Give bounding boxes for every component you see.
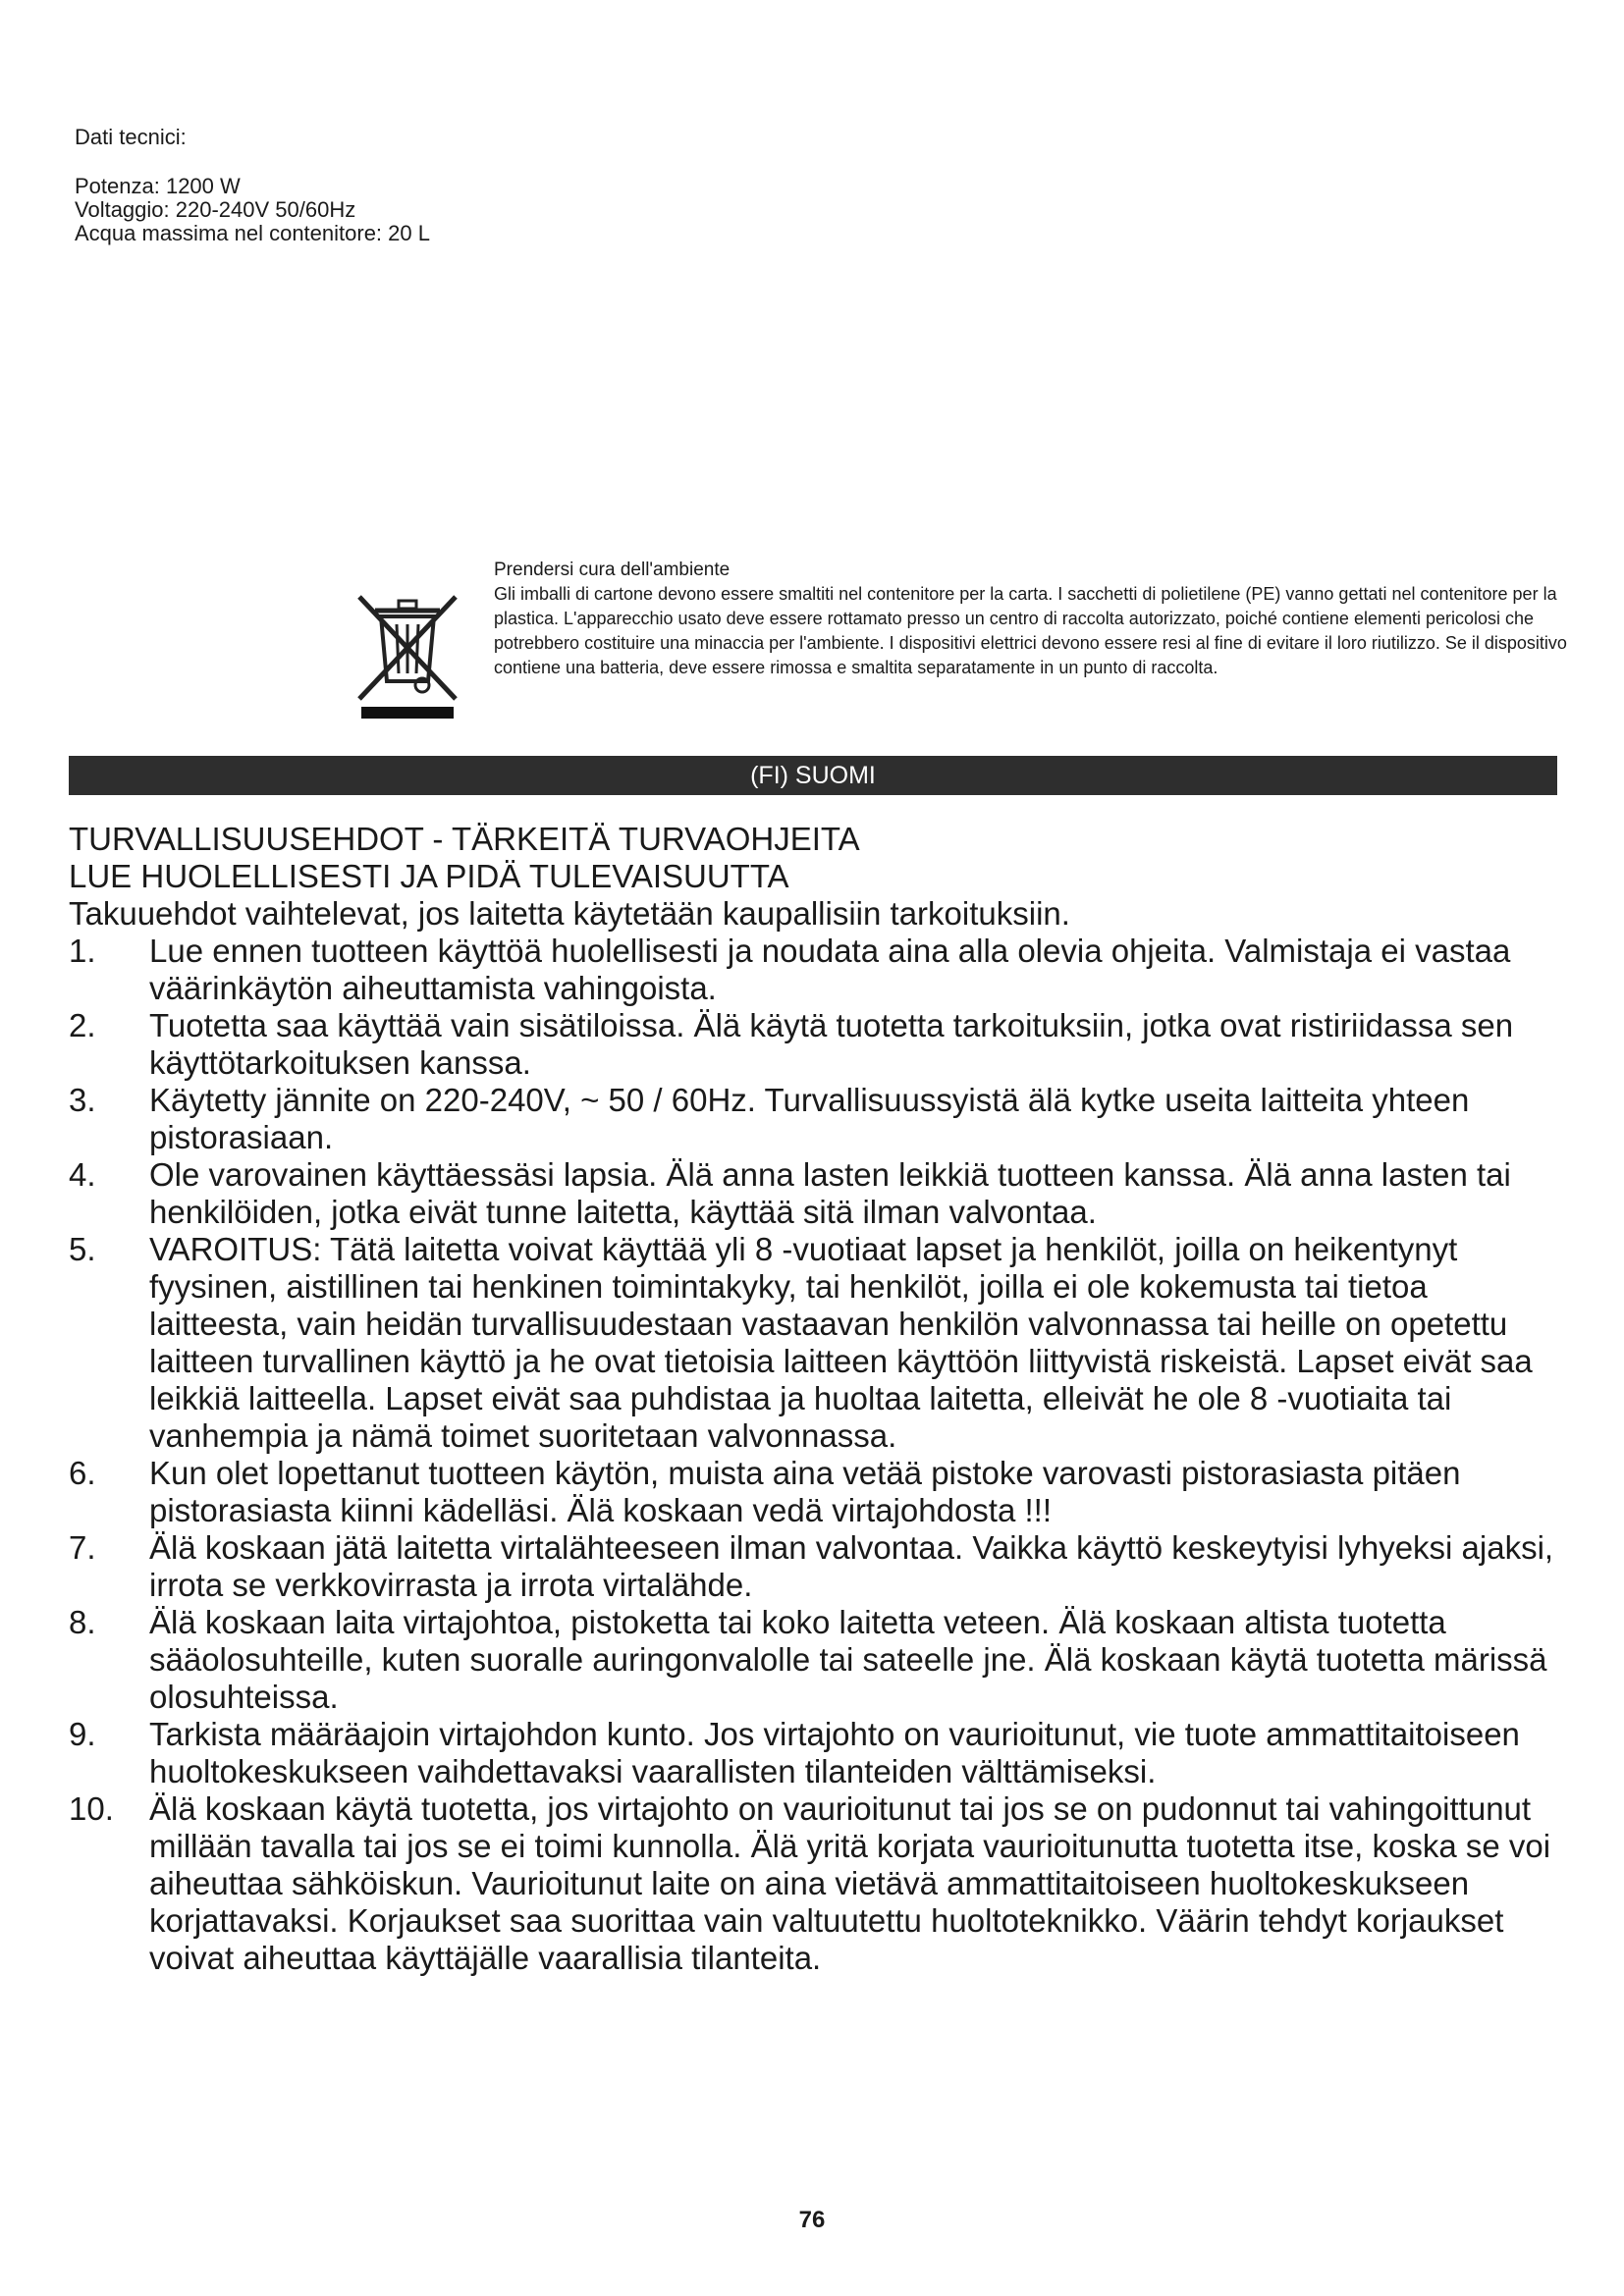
rule-text: Tuotetta saa käyttää vain sisätiloissa. Älä käytä tuotetta tarkoituksiin, jotka ovat ristiriidassa sen käyttötarkoituksen kanssa. (149, 1007, 1514, 1081)
list-item (69, 1716, 1561, 1790)
rule-text: Tarkista määräajoin virtajohdon kunto. Jos virtajohto on vaurioitunut, vie tuote ammattitaitoiseen huoltokeskukseen vaihdettavaksi vaarallisten tilanteiden välttämiseksi. (149, 1716, 1520, 1789)
rule-number: 5. (69, 1231, 96, 1267)
list-item (69, 933, 1561, 1007)
rule-number: 6. (69, 1455, 96, 1491)
safety-section (69, 821, 1561, 1977)
language-section-band: (FI) SUOMI (69, 756, 1557, 795)
rule-text: Älä koskaan laita virtajohtoa, pistoketta tai koko laitetta veteen. Älä koskaan altista tuotetta sääolosuhteille, kuten suoralle auringonvalolle tai sateelle jne. Älä koskaan käytä tuotetta märissä olosuhteissa. (149, 1604, 1547, 1715)
rule-number: 10. (69, 1790, 114, 1827)
rule-number: 8. (69, 1604, 96, 1640)
rule-number: 2. (69, 1007, 96, 1043)
spec-power: Potenza: 1200 W (75, 174, 241, 198)
rule-number: 3. (69, 1082, 96, 1118)
safety-heading-primary: TURVALLISUUSEHDOT - TÄRKEITÄ TURVAOHJEITA (69, 821, 860, 857)
list-item (69, 1790, 1561, 1977)
list-item (69, 1604, 1561, 1716)
list-item (69, 1231, 1561, 1455)
rule-text: VAROITUS: Tätä laitetta voivat käyttää yli 8 -vuotiaat lapset ja henkilöt, joilla on heikentynyt fyysinen, aistillinen tai henkinen toimintakyky, tai henkilöt, joilla ei ole kokemusta tai tietoa laitteesta, vain heidän turvallisuudestaan vastaavan henkilön valvonnassa tai heille on opetettu laitteen turvallinen käyttö ja he ovat tietoisia laitteen käyttöön liittyvistä riskeistä. Lapset eivät saa leikkiä laitteella. Lapset eivät saa puhdistaa ja huoltaa laitetta, elleivät he ole 8 -vuotiaita tai vanhempia ja nämä toimet suoritetaan valvonnassa. (149, 1231, 1533, 1454)
spec-voltage: Voltaggio: 220-240V 50/60Hz (75, 197, 356, 222)
rule-text: Kun olet lopettanut tuotteen käytön, muista aina vetää pistoke varovasti pistorasiasta pitäen pistorasiasta kiinni kädelläsi. Älä koskaan vedä virtajohdosta !!! (149, 1455, 1461, 1528)
technical-data-title: Dati tecnici: (75, 125, 187, 149)
rule-number: 9. (69, 1716, 96, 1752)
list-item (69, 1529, 1561, 1604)
rule-text: Älä koskaan käytä tuotetta, jos virtajohto on vaurioitunut tai jos se on pudonnut tai vahingoittunut millään tavalla tai jos se ei toimi kunnolla. Älä yritä korjata vaurioitunutta tuotetta itse, koska se voi aiheuttaa sähköiskun. Vaurioitunut laite on aina vietävä ammattitaitoiseen huoltokeskukseen korjattavaksi. Korjaukset saa suorittaa vain valtuutettu huoltoteknikko. Väärin tehdyt korjaukset voivat aiheuttaa käyttäjälle vaarallisia tilanteita. (149, 1790, 1551, 1976)
warranty-intro: Takuuehdot vaihtelevat, jos laitetta käytetään kaupallisiin tarkoituksiin. (69, 895, 1070, 932)
safety-rules-list (69, 933, 1561, 1977)
rule-number: 4. (69, 1156, 96, 1193)
list-item (69, 1156, 1561, 1231)
list-item (69, 1455, 1561, 1529)
list-item (69, 1007, 1561, 1082)
rule-number: 7. (69, 1529, 96, 1566)
rule-text: Älä koskaan jätä laitetta virtalähteeseen ilman valvontaa. Vaikka käyttö keskeytyisi lyhyeksi ajaksi, irrota se verkkovirrasta ja irrota virtalähde. (149, 1529, 1554, 1603)
safety-heading-secondary: LUE HUOLELLISESTI JA PIDÄ TULEVAISUUTTA (69, 858, 789, 894)
rule-text: Käytetty jännite on 220-240V, ~ 50 / 60Hz. Turvallisuussyistä älä kytke useita laitteita yhteen pistorasiaan. (149, 1082, 1470, 1155)
environment-body: Gli imballi di cartone devono essere smaltiti nel contenitore per la carta. I sacchetti di polietilene (PE) vanno gettati nel contenitore per la plastica. L'apparecchio usato deve essere rottamato presso un centro di raccolta autorizzato, poiché contiene elementi pericolosi che potrebbero costituire una minaccia per l'ambiente. I dispositivi elettrici devono essere resi al fine di evitare il loro riutilizzo. Se il dispositivo contiene una batteria, deve essere rimossa e smaltita separatamente in un punto di raccolta. (494, 584, 1567, 677)
environment-text (494, 558, 1574, 680)
crossed-out-wheelie-bin-icon (353, 587, 461, 719)
rule-text: Lue ennen tuotteen käyttöä huolellisesti ja noudata aina alla olevia ohjeita. Valmistaja ei vastaa väärinkäytön aiheuttamista vahingoista. (149, 933, 1511, 1006)
environment-title: Prendersi cura dell'ambiente (494, 560, 731, 580)
rule-number: 1. (69, 933, 96, 969)
page-number: 76 (798, 2207, 826, 2233)
rule-text: Ole varovainen käyttäessäsi lapsia. Älä anna lasten leikkiä tuotteen kanssa. Älä anna lasten tai henkilöiden, jotka eivät tunne laitetta, käyttää sitä ilman valvontaa. (149, 1156, 1511, 1230)
spec-water-capacity: Acqua massima nel contenitore: 20 L (75, 221, 430, 245)
list-item (69, 1082, 1561, 1156)
technical-data (75, 126, 430, 245)
